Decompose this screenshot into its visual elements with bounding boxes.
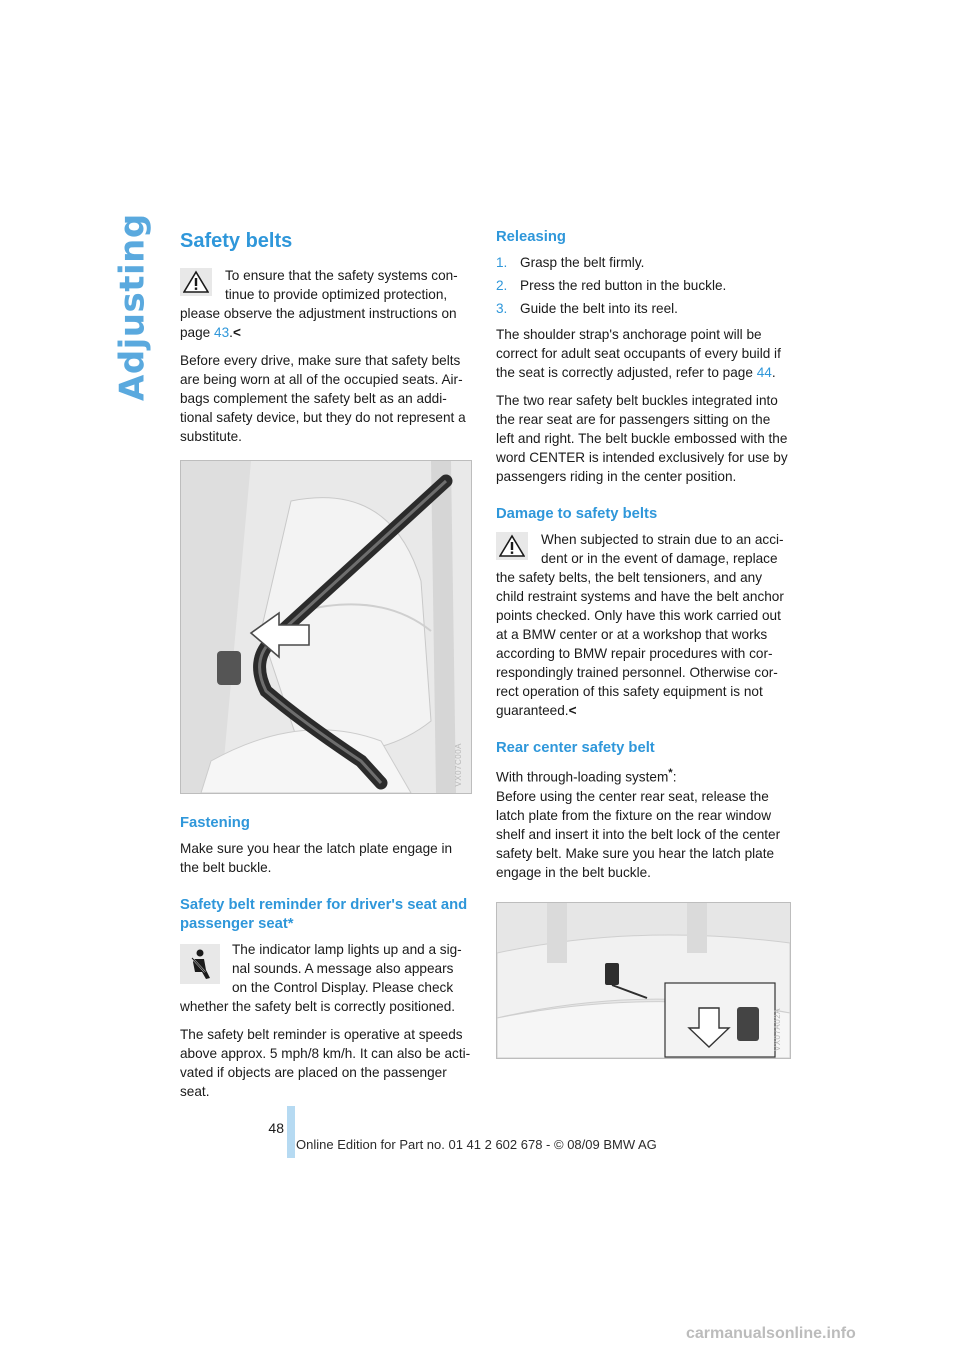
- page-title: Safety belts: [180, 230, 293, 252]
- page-number: 48: [268, 1120, 284, 1136]
- section-side-title: Adjusting: [112, 213, 153, 401]
- releasing-steps: [496, 253, 788, 318]
- list-item: 1. Grasp the belt firmly.: [496, 255, 645, 270]
- warning-triangle-icon: [180, 268, 212, 296]
- footer-edition: Online Edition for Part no. 01 41 2 602 678 - © 08/09 BMW AG: [296, 1137, 657, 1152]
- warning-triangle-icon: [496, 532, 528, 560]
- rear-center-heading: Rear center safety belt: [496, 740, 655, 756]
- option-star: *: [668, 767, 673, 779]
- list-item: 2. Press the red button in the buckle.: [496, 278, 727, 293]
- intro-paragraph: Before every drive, make sure that safety belts are being worn at all of the occupied seats. Air-bags complement the safety belt as an addi-tional safety device, but they do not represent a substitute.: [180, 353, 466, 444]
- footer-accent-bar: [287, 1106, 295, 1158]
- figure-code: VX07A02A: [773, 1008, 782, 1052]
- left-column: [180, 228, 472, 1110]
- rear-center-paragraph: With through-loading system*: Before using the center rear seat, release the latch plate from the fixture on the rear window shelf and insert it into the belt lock of the center safety belt. Make sure you hear the latch plate engage in the belt buckle.: [496, 767, 781, 880]
- releasing-heading: Releasing: [496, 229, 566, 245]
- end-mark: <: [568, 703, 577, 718]
- rear-buckles-paragraph: The two rear safety belt buckles integrated into the rear seat are for passengers sitting on the left and right. The belt buckle embossed with the word CENTER is intended exclusively for use by passengers riding in the center position.: [496, 393, 788, 484]
- fastening-heading: Fastening: [180, 815, 250, 831]
- reminder-note: The indicator lamp lights up and a sig-nal sounds. A message also appears on the Control Display. Please check whether the safety belt is correctly positioned.: [180, 942, 462, 1014]
- anchorage-paragraph: The shoulder strap's anchorage point will be correct for adult seat occupants of every build if the seat is correctly adjusted, refer to page 44.: [496, 327, 781, 380]
- reminder-paragraph: The safety belt reminder is operative at speeds above approx. 5 mph/8 km/h. It can also be acti-vated if objects are placed on the passenger seat.: [180, 1027, 471, 1099]
- reminder-heading: Safety belt reminder for driver's seat and passenger seat*: [180, 897, 468, 932]
- warning-note-adjustment: To ensure that the safety systems con-tinue to provide optimized protection, please observe the adjustment instructions on page 43.<: [180, 268, 458, 340]
- watermark: carmanualsonline.info: [686, 1325, 856, 1342]
- page-link-44[interactable]: 44: [756, 365, 772, 380]
- figure-code: VX07C00A: [454, 743, 463, 787]
- damage-heading: Damage to safety belts: [496, 506, 658, 522]
- seat-belt-illustration: [180, 460, 472, 794]
- end-mark: <: [232, 325, 241, 340]
- warning-note-damage: When subjected to strain due to an acci-dent or in the event of damage, replace the safety belts, the belt tensioners, and any child restraint systems and have the belt anchor points checked. Only have this work carried out at a BMW center or at a workshop that works according to BMW repair procedures with cor-respondingly trained personnel. Otherwise cor-rect operation of this safety equipment is not guaranteed.<: [496, 532, 784, 718]
- fastening-text: Make sure you hear the latch plate engage in the belt buckle.: [180, 841, 453, 875]
- seat-belt-warning-icon: [180, 944, 220, 984]
- page-link-43[interactable]: 43: [214, 325, 230, 340]
- list-item: 3. Guide the belt into its reel.: [496, 301, 678, 316]
- right-column: [496, 228, 788, 1079]
- rear-center-belt-illustration: [496, 902, 791, 1059]
